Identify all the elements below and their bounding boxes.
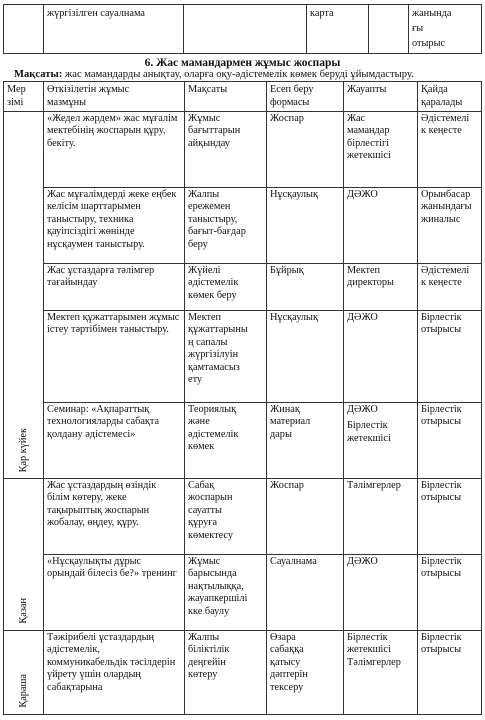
cell-content: Тәжірибелі ұстаздардың әдістемелік, коммуникабельдік тәсілдерін үйрету үшін олардың сабақтарына — [44, 631, 185, 715]
header-responsible: Жауапты — [344, 82, 418, 112]
cell-where: Әдістемелі к кеңесте — [418, 264, 482, 311]
cell-content: Семинар: «Ақпараттық технологияларды сабақта қолдану әдістемесі» — [44, 403, 185, 479]
responsible-secondary: Бірлестік жетекшісі — [347, 420, 391, 444]
cell-goal: Жүйелі әдістемелік көмек беру — [185, 264, 267, 311]
cell-where: жанында ғы отырыс — [409, 5, 482, 54]
cell-where: Бірлестік отырысы — [418, 631, 482, 715]
cell-responsible: Мектеп директоры — [344, 264, 418, 311]
cell-content: Жас ұстаздардың өзіндік білім көтеру, жеке тақырыптық жоспарын жобалау, өңдеу, құру. — [44, 479, 185, 555]
table-row — [4, 5, 482, 54]
cell-goal: Жалпы біліктілік деңгейін көтеру — [185, 631, 267, 715]
table-row — [4, 264, 482, 311]
cell-responsible: ДӘЖО — [344, 311, 418, 403]
cell-report: Жинақ материал дары — [267, 403, 344, 479]
cell-report: Сауалнама — [267, 555, 344, 631]
cell-goal: Жалпы ережемен таныстыру, бағыт-бағдар беру — [185, 188, 267, 264]
cell-goal: Жұмыс бағыттарын айқындау — [185, 112, 267, 188]
cell-content: «Нұсқаулықты дұрыс орындай білесіз бе?» тренинг — [44, 555, 185, 631]
cell-responsible: Тәлімгерлер — [344, 479, 418, 555]
month-label: Қараша — [17, 674, 29, 708]
table-row — [4, 555, 482, 631]
header-where: Қайда қаралады — [418, 82, 482, 112]
responsible-primary: ДӘЖО — [347, 404, 378, 415]
table-row — [4, 631, 482, 715]
cell-responsible: Жас мамандар бірлестігі жетекшісі — [344, 112, 418, 188]
table-row — [4, 479, 482, 555]
previous-table-fragment — [3, 4, 482, 54]
cell-report: карта — [307, 5, 369, 54]
cell-content: Мектеп құжаттарымен жұмыс істеу тәртібімен таныстыру. — [44, 311, 185, 403]
month-cell — [4, 479, 44, 631]
month-label: Қар күйек — [17, 427, 29, 472]
month-label: Қазан — [17, 598, 29, 624]
cell-report: Өзара сабаққа қатысу дәптерін тексеру — [267, 631, 344, 715]
goal-label: Мақсаты: — [14, 69, 63, 80]
month-cell — [4, 112, 44, 479]
cell-goal: Сабақ жоспарын сауатты құруға көмектесу — [185, 479, 267, 555]
cell-responsible: ДӘЖО — [344, 555, 418, 631]
cell-report: Жоспар — [267, 112, 344, 188]
cell-report: Нұсқаулық — [267, 311, 344, 403]
cell-report: Жоспар — [267, 479, 344, 555]
header-goal: Мақсаты — [185, 82, 267, 112]
cell-where: Әдістемелі к кеңесте — [418, 112, 482, 188]
cell-where: Бірлестік отырысы — [418, 555, 482, 631]
cell-responsible: Бірлестік жетекшісі Тәлімгерлер — [344, 631, 418, 715]
work-plan-table — [3, 81, 482, 715]
cell-goal: Теориялық және әдістемелік көмек — [185, 403, 267, 479]
cell-where: Орынбасар жанындағы жиналыс — [418, 188, 482, 264]
section-goal — [14, 69, 484, 81]
table-row — [4, 188, 482, 264]
cell-responsible — [344, 403, 418, 479]
cell-content: Жас мұғалімдерді жеке еңбек келісім шарттарымен таныстыру, техника қауіпсіздігі жөнінде нұсқаумен таныстыру. — [44, 188, 185, 264]
header-content: Өткізілетін жұмыс мазмұны — [44, 82, 185, 112]
header-row — [4, 82, 482, 112]
table-row — [4, 112, 482, 188]
cell-content: жүргізілген сауалнама — [44, 5, 184, 54]
month-cell — [4, 631, 44, 715]
cell-where: Бірлестік отырысы — [418, 311, 482, 403]
cell-goal: Жұмыс барысында нақтылыққа, жауапкершілі кке баулу — [185, 555, 267, 631]
goal-text: жас мамандарды анықтау, оларға оқу-әдістемелік көмек беруді ұйымдастыру. — [64, 69, 414, 80]
cell-where: Бірлестік отырысы — [418, 479, 482, 555]
table-row — [4, 311, 482, 403]
cell-content: Жас ұстаздарға тәлімгер тағайындау — [44, 264, 185, 311]
header-term: Мер зімі — [4, 82, 44, 112]
header-report: Есеп беру формасы — [267, 82, 344, 112]
cell-where: Бірлестік отырысы — [418, 403, 482, 479]
cell-report: Бұйрық — [267, 264, 344, 311]
table-row — [4, 403, 482, 479]
cell-report: Нұсқаулық — [267, 188, 344, 264]
cell-responsible: ДӘЖО — [344, 188, 418, 264]
section-title: 6. Жас мамандармен жұмыс жоспары — [144, 57, 341, 69]
cell-goal: Мектеп құжаттарыны ң сапалы жүргізілуін қамтамасыз ету — [185, 311, 267, 403]
cell-content: «Жедел жәрдем» жас мұғалім мектебінің жоспарын құру, бекіту. — [44, 112, 185, 188]
